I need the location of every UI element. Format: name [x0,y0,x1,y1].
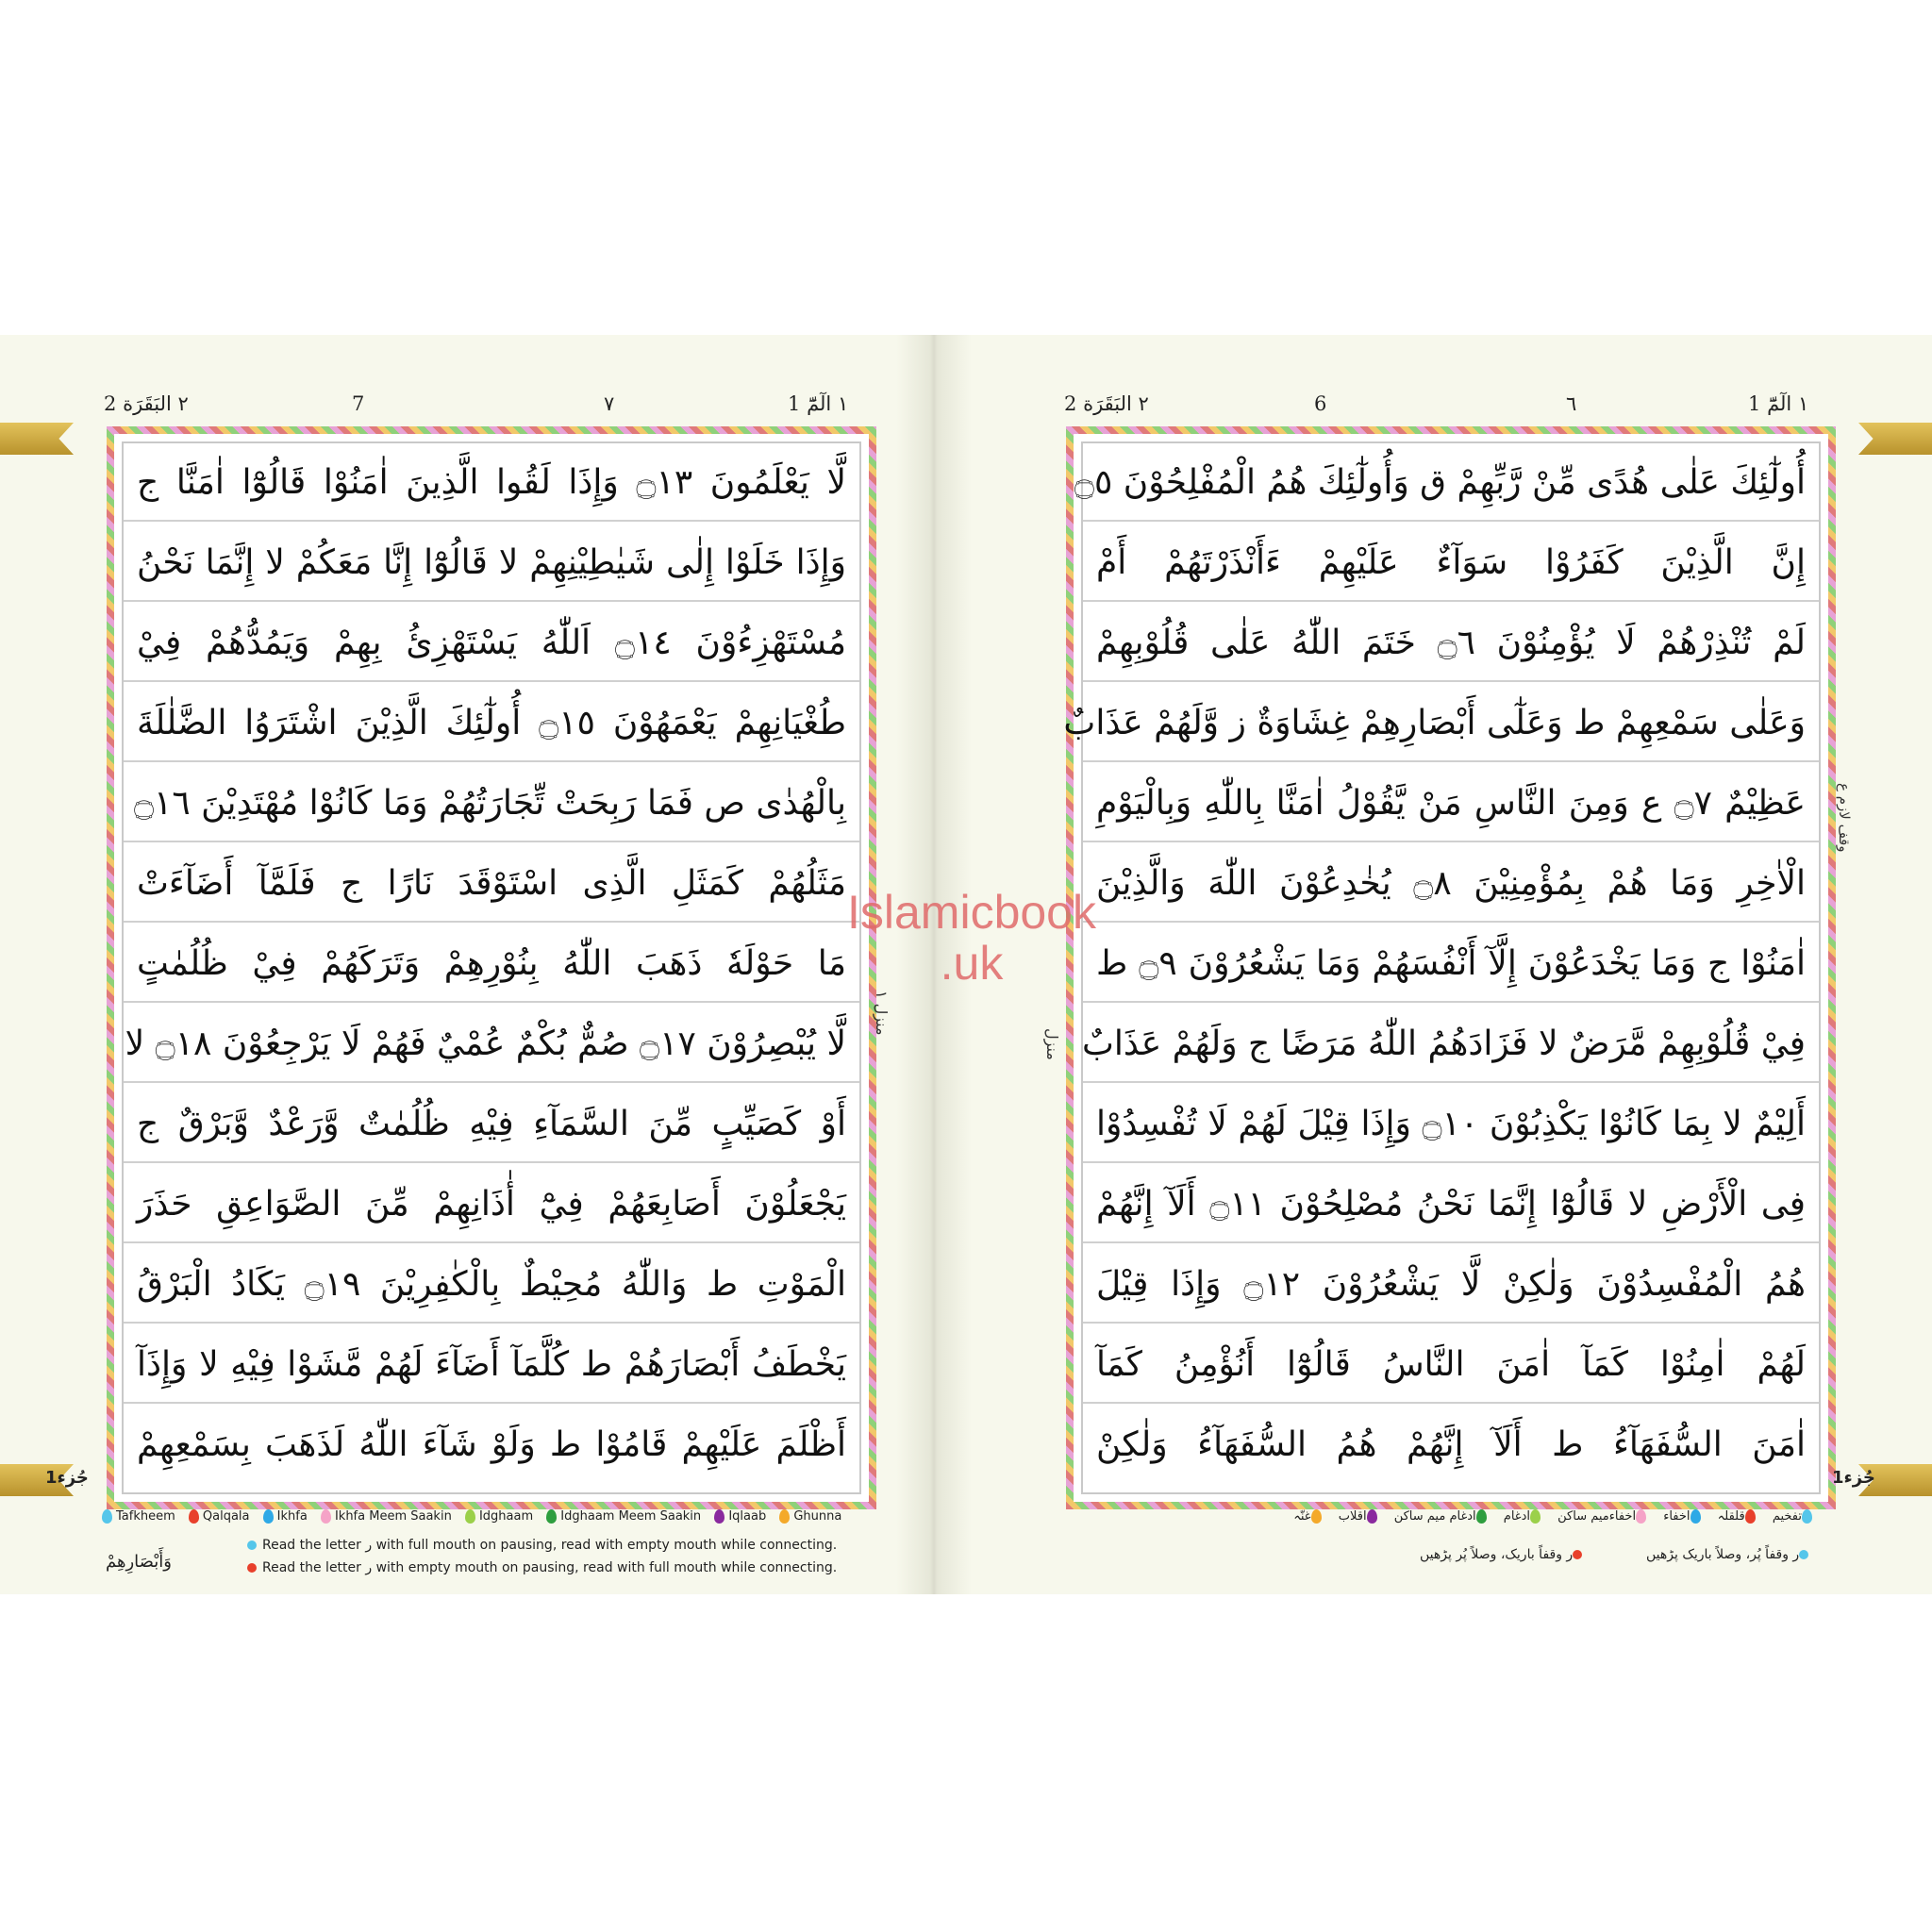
legend-item: Idghaam [465,1509,533,1524]
drop-icon [189,1509,199,1524]
left-page-number: 7 [352,392,365,415]
right-juz-footer: جُزء1 [1832,1468,1875,1488]
left-note-1: Read the letter ر with full mouth on pausing, read with empty mouth while connecting. [247,1538,837,1553]
right-legend [1061,1509,1825,1524]
legend-item: Ikhfa Meem Saakin [321,1509,452,1524]
quran-line: الْاٰخِرِ وَمَا هُمْ بِمُؤْمِنِيْنَ ۝٨ يُخٰدِعُوْنَ اللّٰهَ وَالَّذِيْنَ [1083,844,1819,923]
legend-item: قلقلہ [1718,1509,1759,1524]
quran-line: وَإِذَا خَلَوْا إِلٰى شَيٰطِيْنِهِمْ لا قَالُوْٓا إِنَّا مَعَكُمْ لا إِنَّمَا نَحْنُ [124,524,859,602]
legend-item: غنّہ [1293,1509,1324,1524]
dot-icon [247,1541,257,1550]
quran-line: أَوْ كَصَيِّبٍ مِّنَ السَّمَآءِ فِيْهِ ظُلُمٰتٌ وَّرَعْدٌ وَّبَرْقٌ ج [124,1085,859,1163]
left-legend [102,1509,851,1524]
quran-line: طُغْيَانِهِمْ يَعْمَهُوْنَ ۝١٥ أُولٰٓئِكَ الَّذِيْنَ اشْتَرَوُا الضَّلٰلَةَ [124,684,859,762]
quran-line: اٰمَنُوْا ج وَمَا يَخْدَعُوْنَ إِلَّآ أَنْفُسَهُمْ وَمَا يَشْعُرُوْنَ ۝٩ ط [1083,924,1819,1003]
quran-line: عَظِيْمٌ ۝٧ ع وَمِنَ النَّاسِ مَنْ يَّقُوْلُ اٰمَنَّا بِاللّٰهِ وَبِالْيَوْمِ [1083,764,1819,842]
quran-line: مَثَلُهُمْ كَمَثَلِ الَّذِى اسْتَوْقَدَ نَارًا ج فَلَمَّآ أَضَآءَتْ [124,844,859,923]
quran-line: فِيْ قُلُوْبِهِمْ مَّرَضٌ لا فَزَادَهُمُ اللّٰهُ مَرَضًا ج وَلَهُمْ عَذَابٌ [1083,1005,1819,1083]
quran-line: هُمُ الْمُفْسِدُوْنَ وَلٰكِنْ لَّا يَشْعُرُوْنَ ۝١٢ وَإِذَا قِيْلَ [1083,1245,1819,1324]
drop-icon [1367,1509,1377,1524]
legend-item: اقلاب [1339,1509,1381,1524]
right-page-text [1063,441,1821,1494]
legend-item: ادغام [1504,1509,1544,1524]
legend-item: Ikhfa [263,1509,308,1524]
right-note-2: ر وقفاً باریک، وصلاً پُر پڑھیں [1420,1547,1588,1562]
quran-line: أَظْلَمَ عَلَيْهِمْ قَامُوْا ط وَلَوْ شَآءَ اللّٰهُ لَذَهَبَ بِسَمْعِهِمْ [137,1425,846,1464]
quran-line: بِالْهُدٰى ص فَمَا رَبِحَتْ تِّجَارَتُهُمْ وَمَا كَانُوْا مُهْتَدِيْنَ ۝١٦ [124,764,859,842]
drop-icon [263,1509,274,1524]
left-juz-name: ١ الٓمّٓ [807,392,849,415]
quran-line: وَعَلٰى سَمْعِهِمْ ط وَعَلٰٓى أَبْصَارِهِمْ غِشَاوَةٌ ز وَّلَهُمْ عَذَابٌ [1083,684,1819,762]
drop-icon [102,1509,112,1524]
right-page-number-arabic: ٦ [1566,392,1577,415]
left-page-number-arabic: ٧ [604,392,615,415]
quran-line: لَمْ تُنْذِرْهُمْ لَا يُؤْمِنُوْنَ ۝٦ خَتَمَ اللّٰهُ عَلٰى قُلُوْبِهِمْ [1083,604,1819,682]
drop-icon [465,1509,475,1524]
drop-icon [1530,1509,1541,1524]
quran-line: فِى الْأَرْضِ لا قَالُوْٓا إِنَّمَا نَحْنُ مُصْلِحُوْنَ ۝١١ أَلَآ إِنَّهُمْ [1083,1165,1819,1243]
left-surah-name: ٢ البَقَرَة [123,392,189,415]
legend-item: تفخیم [1773,1509,1816,1524]
quran-line: يَخْطَفُ أَبْصَارَهُمْ ط كُلَّمَآ أَضَآءَ لَهُمْ مَّشَوْا فِيْهِ لا وَإِذَآ [124,1325,859,1404]
right-page-header [1064,392,1838,421]
quran-line: مَا حَوْلَهٗ ذَهَبَ اللّٰهُ بِنُوْرِهِمْ وَتَرَكَهُمْ فِيْ ظُلُمٰتٍ [124,924,859,1003]
dot-icon [1799,1550,1808,1559]
center-side-marker: منزل [1043,1028,1061,1060]
right-page-number: 6 [1314,392,1327,415]
left-surah-num: 2 [104,392,117,415]
watermark: Islamicbook .uk [847,886,1096,990]
quran-line: يَجْعَلُوْنَ أَصَابِعَهُمْ فِيْٓ أٰذَانِهِمْ مِّنَ الصَّوَاعِقِ حَذَرَ [124,1165,859,1243]
legend-item: Ghunna [779,1509,841,1524]
quran-line: أُولٰٓئِكَ عَلٰى هُدًى مِّنْ رَّبِّهِمْ ق وَأُولٰٓئِكَ هُمُ الْمُفْلِحُوْنَ ۝٥ [1083,443,1819,522]
drop-icon [714,1509,724,1524]
legend-item: ادغام میم ساکن [1394,1509,1491,1524]
legend-item: Qalqala [189,1509,250,1524]
catchword: وَأَبْصَارِهِمْ [106,1552,172,1572]
drop-icon [321,1509,331,1524]
legend-item: اخفاءمیم ساکن [1557,1509,1650,1524]
quran-line: لَهُمْ اٰمِنُوْا كَمَآ اٰمَنَ النَّاسُ قَالُوْٓا أَنُؤْمِنُ كَمَآ [1083,1325,1819,1404]
legend-item: Tafkheem [102,1509,175,1524]
quran-line: لَّا يُبْصِرُوْنَ ۝١٧ صُمٌّ بُكْمٌ عُمْيٌ فَهُمْ لَا يَرْجِعُوْنَ ۝١٨ لا [124,1005,859,1083]
drop-icon [546,1509,557,1524]
legend-item: Idghaam Meem Saakin [546,1509,701,1524]
drop-icon [1636,1509,1646,1524]
right-note-1: ر وقفاً پُر، وصلاً باریک پڑھیں [1646,1547,1814,1562]
left-juz-num: 1 [788,392,801,415]
left-juz-footer: جُزء1 [45,1468,89,1488]
dot-icon [247,1563,257,1573]
drop-icon [1476,1509,1487,1524]
quran-line: لَّا يَعْلَمُونَ ۝١٣ وَإِذَا لَقُوا الَّذِينَ اٰمَنُوْا قَالُوْٓا اٰمَنَّا ج [124,443,859,522]
quran-line: الْمَوْتِ ط وَاللّٰهُ مُحِيْطٌ بِالْكٰفِرِيْنَ ۝١٩ يَكَادُ الْبَرْقُ [124,1245,859,1324]
quran-line: أَلِيْمٌ لا بِمَا كَانُوْا يَكْذِبُوْنَ ۝١٠ وَإِذَا قِيْلَ لَهُمْ لَا تُفْسِدُوْا [1083,1085,1819,1163]
drop-icon [1690,1509,1701,1524]
drop-icon [1745,1509,1756,1524]
dot-icon [1573,1550,1582,1559]
left-side-marker: منزل ١ [873,991,891,1036]
right-juz-num: 1 [1748,392,1761,415]
left-note-2: Read the letter ر with empty mouth on pausing, read with full mouth while connecting. [247,1560,837,1575]
right-page-frame [1063,426,1836,1509]
right-juz-name: ١ الٓمّٓ [1767,392,1809,415]
left-page-header [104,392,858,421]
right-surah-num: 2 [1064,392,1077,415]
quran-line: اٰمَنَ السُّفَهَآءُ ط أَلَآ إِنَّهُمْ هُمُ السُّفَهَآءُ وَلٰكِنْ [1096,1425,1806,1464]
quran-line: مُسْتَهْزِءُوْنَ ۝١٤ اَللّٰهُ يَسْتَهْزِئُ بِهِمْ وَيَمُدُّهُمْ فِيْ [124,604,859,682]
drop-icon [1311,1509,1322,1524]
right-side-marker: وقف لازم ع [1836,783,1853,853]
legend-item: Iqlaab [714,1509,766,1524]
right-surah-name: ٢ البَقَرَة [1083,392,1149,415]
drop-icon [779,1509,790,1524]
quran-line: إِنَّ الَّذِيْنَ كَفَرُوْا سَوَآءٌ عَلَيْهِمْ ءَأَنْذَرْتَهُمْ أَمْ [1083,524,1819,602]
drop-icon [1802,1509,1812,1524]
legend-item: اخفاء [1663,1509,1704,1524]
left-page-text [122,441,861,1494]
left-page-frame [107,426,876,1509]
